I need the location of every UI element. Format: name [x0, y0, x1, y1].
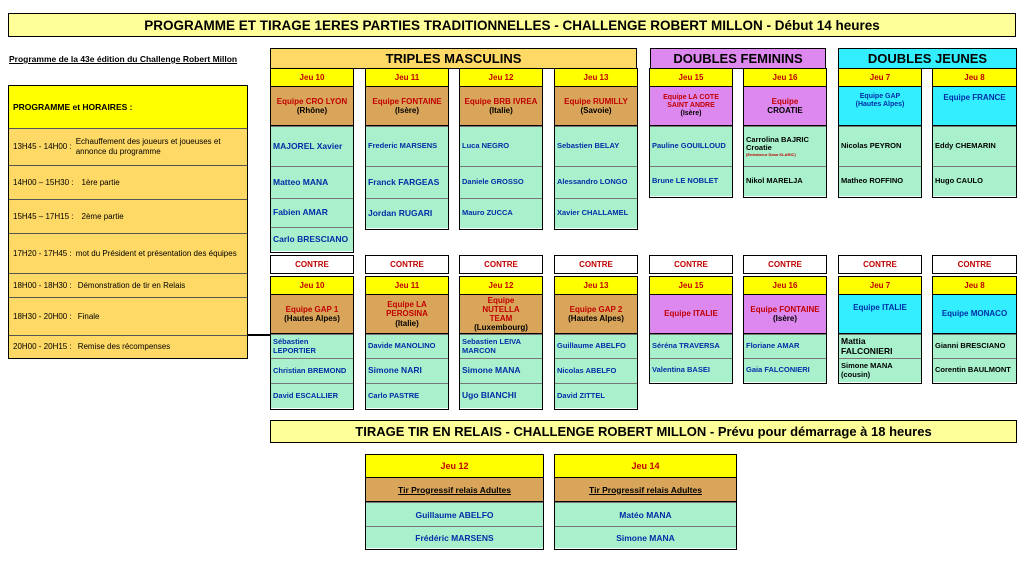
match-column-top: [554, 68, 638, 230]
player-name: Corentin BAULMONT: [933, 358, 1016, 382]
relais-player: Simone MANA: [555, 526, 736, 548]
programme-header: PROGRAMME et HORAIRES :: [9, 86, 247, 128]
team-cell: [555, 86, 637, 126]
team-region: (Isère): [772, 314, 797, 323]
relais-title: TIRAGE TIR EN RELAIS - CHALLENGE ROBERT MILLON - Prévu pour démarrage à 18 heures: [270, 420, 1017, 443]
section-triples-masculins: TRIPLES MASCULINS: [270, 48, 637, 69]
jeu-label: Jeu 16: [744, 69, 826, 86]
programme-row-time: 20H00 - 20H15 :: [13, 341, 72, 351]
player-name: Pauline GOUILLOUD: [650, 126, 732, 166]
jeu-label: Jeu 10: [271, 69, 353, 86]
team-region: (Rhône): [296, 106, 328, 115]
player-name: Davide MANOLINO: [366, 334, 448, 358]
team-cell: [933, 86, 1016, 126]
relais-player: Frédéric MARSENS: [366, 526, 543, 548]
programme-row-text: Finale: [77, 311, 100, 321]
team-name: Equipe MONACO: [941, 309, 1008, 319]
jeu-label: Jeu 13: [555, 277, 637, 294]
jeu-label: Jeu 11: [366, 277, 448, 294]
player-name: Guillaume ABELFO: [555, 334, 637, 358]
team-cell: [839, 294, 921, 334]
player-name: Valentina BASEI: [650, 358, 732, 382]
player-name: Simone NARI: [366, 358, 448, 383]
player-name: Mattia FALCONIERI: [839, 334, 921, 358]
team-name: Equipe: [771, 96, 799, 106]
team-name: Equipe LA PEROSINA: [386, 300, 428, 319]
programme-row: [9, 128, 247, 165]
contre-label: CONTRE: [838, 255, 922, 274]
player-name: Frederic MARSENS: [366, 126, 448, 166]
player-name: Carrolina BAJRIC Croatie: [746, 135, 809, 153]
team-region: (Italie): [395, 318, 419, 328]
team-cell: [839, 86, 921, 126]
team-region: (Luxembourg): [474, 323, 528, 333]
player-name: Carlo BRESCIANO: [271, 227, 353, 251]
player-name: Eddy CHEMARIN: [933, 126, 1016, 166]
match-column-top: [649, 68, 733, 198]
team-name: Equipe NUTELLA TEAM: [482, 295, 520, 323]
player-name: Alessandro LONGO: [555, 166, 637, 198]
programme-row-time: 18H00 - 18H30 :: [13, 280, 72, 290]
match-column-bottom: [932, 276, 1017, 384]
jeu-label: Jeu 8: [933, 69, 1016, 86]
player-name: Daniele GROSSO: [460, 166, 542, 198]
jeu-label: Jeu 16: [744, 277, 826, 294]
jeu-label: Jeu 13: [555, 69, 637, 86]
match-column-top: [743, 68, 827, 198]
player-name: MAJOREL Xavier: [271, 126, 353, 166]
programme-row: [9, 165, 247, 199]
programme-row: [9, 199, 247, 233]
match-column-bottom: [459, 276, 543, 410]
team-cell: [366, 294, 448, 334]
programme-row-time: 18H30 - 20H00 :: [13, 311, 72, 321]
programme-row-text: 1ère partie: [81, 177, 120, 187]
programme-row: [9, 297, 247, 335]
programme-row-time: 17H20 - 17H45 :: [13, 248, 72, 258]
player-name: Nicolas PEYRON: [839, 126, 921, 166]
team-region: (Hautes Alpes): [568, 314, 624, 323]
player-name: Gianni BRESCIANO: [933, 334, 1016, 358]
programme-row-time: 13H45 - 14H00 :: [13, 142, 72, 152]
player-name: Carlo PASTRE: [366, 383, 448, 408]
relais-player: Guillaume ABELFO: [366, 502, 543, 526]
team-name: Equipe ITALIE: [853, 303, 907, 312]
team-region: CROATIE: [767, 106, 803, 115]
team-region: (Savoie): [580, 106, 612, 115]
match-column-top: [459, 68, 543, 230]
relais-player: Matéo MANA: [555, 502, 736, 526]
team-name: Equipe ITALIE: [664, 309, 718, 319]
team-cell: [933, 294, 1016, 334]
programme-row-time: 14H00 – 15H30 :: [13, 177, 74, 187]
programme-row-text: Remise des récompenses: [77, 341, 171, 351]
player-name: Séréna TRAVERSA: [650, 334, 732, 358]
player-name: Xavier CHALLAMEL: [555, 198, 637, 228]
team-cell: [271, 294, 353, 334]
jeu-label: Jeu 12: [460, 277, 542, 294]
team-region: (Hautes Alpes): [855, 101, 905, 109]
team-region: (Hautes Alpes): [284, 314, 340, 323]
player-name: Floriane AMAR: [744, 334, 826, 358]
contre-label: CONTRE: [932, 255, 1017, 274]
player-name: Brune LE NOBLET: [650, 166, 732, 196]
programme-subtitle: Programme de la 43e édition du Challenge Robert Millon: [9, 54, 238, 64]
relais-column: [554, 454, 737, 550]
match-column-top: [365, 68, 449, 230]
programme-row-text: Echauffement des joueurs et joueuses et annonce du programme: [75, 137, 221, 156]
programme-row: [9, 233, 247, 273]
contre-label: CONTRE: [365, 255, 449, 274]
team-name: Equipe CRO LYON: [276, 96, 348, 106]
contre-label: CONTRE: [270, 255, 354, 274]
player-name: Simone MANA: [460, 358, 542, 383]
team-region: (Italie): [489, 106, 513, 115]
team-name: Equipe GAP: [859, 93, 901, 100]
jeu-label: Jeu 7: [839, 277, 921, 294]
match-column-bottom: [838, 276, 922, 384]
jeu-label: Jeu 8: [933, 277, 1016, 294]
player-name: Sébastien LEPORTIER: [271, 334, 353, 358]
player-name: Christian BREMOND: [271, 358, 353, 383]
player-name: Jordan RUGARI: [366, 198, 448, 228]
coach-note: (Entraineur Dean KLARIC): [746, 151, 796, 157]
contre-label: CONTRE: [743, 255, 827, 274]
team-name: Equipe FRANCE: [943, 93, 1006, 102]
match-column-bottom: [365, 276, 449, 410]
team-cell: [650, 86, 732, 126]
jeu-label: Jeu 10: [271, 277, 353, 294]
player-name: Mauro ZUCCA: [460, 198, 542, 228]
player-name-with-note: [744, 126, 826, 166]
team-name: Equipe BRB IVREA: [464, 96, 538, 106]
team-cell: [650, 294, 732, 334]
player-name: Simone MANA (cousin): [839, 358, 921, 382]
player-name: Sebastien LEIVA MARCON: [460, 334, 542, 358]
match-column-bottom: [649, 276, 733, 384]
programme-row-text: 2ème partie: [81, 211, 124, 221]
team-cell: [366, 86, 448, 126]
match-column-bottom: [270, 276, 354, 410]
match-column-bottom: [743, 276, 827, 384]
team-cell: [460, 294, 542, 334]
player-name: Nicolas ABELFO: [555, 358, 637, 383]
player-name: Luca NEGRO: [460, 126, 542, 166]
contre-label: CONTRE: [554, 255, 638, 274]
player-name: Matteo MANA: [271, 166, 353, 198]
page-title: PROGRAMME ET TIRAGE 1ERES PARTIES TRADITIONNELLES - CHALLENGE ROBERT MILLON - Début 14 heures: [8, 13, 1016, 37]
contre-label: CONTRE: [649, 255, 733, 274]
match-column-bottom: [554, 276, 638, 410]
player-name: David ZITTEL: [555, 383, 637, 408]
team-cell: [744, 294, 826, 334]
player-name: Ugo BIANCHI: [460, 383, 542, 408]
section-doubles-feminins: DOUBLES FEMININS: [650, 48, 826, 69]
team-name: Equipe FONTAINE: [372, 96, 442, 106]
player-name: Nikol MARELJA: [744, 166, 826, 196]
team-cell: [555, 294, 637, 334]
team-cell: [744, 86, 826, 126]
player-name: Franck FARGEAS: [366, 166, 448, 198]
team-region: (Isère): [680, 110, 702, 118]
jeu-label: Jeu 11: [366, 69, 448, 86]
connector-line: [248, 334, 270, 336]
relais-jeu: Jeu 12: [366, 455, 543, 477]
programme-row-time: 15H45 – 17H15 :: [13, 211, 74, 221]
team-name: Equipe GAP 2: [569, 304, 623, 314]
team-name: Equipe LA COTE SAINT ANDRE: [663, 93, 719, 109]
team-cell: [460, 86, 542, 126]
contre-label: CONTRE: [459, 255, 543, 274]
relais-column: [365, 454, 544, 550]
match-column-top: [270, 68, 354, 253]
match-column-top: [932, 68, 1017, 198]
player-name: Matheo ROFFINO: [839, 166, 921, 196]
jeu-label: Jeu 15: [650, 69, 732, 86]
programme-row: [9, 335, 247, 357]
team-cell: [271, 86, 353, 126]
relais-heading: Tir Progressif relais Adultes: [366, 477, 543, 502]
jeu-label: Jeu 12: [460, 69, 542, 86]
programme-row-text: mot du Président et présentation des équipes: [75, 248, 237, 258]
programme-row: [9, 273, 247, 297]
player-name: Hugo CAULO: [933, 166, 1016, 196]
relais-heading: Tir Progressif relais Adultes: [555, 477, 736, 502]
relais-jeu: Jeu 14: [555, 455, 736, 477]
team-name: Equipe FONTAINE: [750, 304, 820, 314]
programme-row-text: Démonstration de tir en Relais: [77, 280, 186, 290]
section-doubles-jeunes: DOUBLES JEUNES: [838, 48, 1017, 69]
player-name: Gaia FALCONIERI: [744, 358, 826, 382]
player-name: David ESCALLIER: [271, 383, 353, 408]
player-name: Sebastien BELAY: [555, 126, 637, 166]
team-region: (Isère): [394, 106, 419, 115]
team-name: Equipe GAP 1: [285, 304, 339, 314]
jeu-label: Jeu 15: [650, 277, 732, 294]
team-name: Equipe RUMILLY: [564, 96, 628, 106]
match-column-top: [838, 68, 922, 198]
programme-box: [8, 85, 248, 359]
player-name: Fabien AMAR: [271, 198, 353, 227]
jeu-label: Jeu 7: [839, 69, 921, 86]
